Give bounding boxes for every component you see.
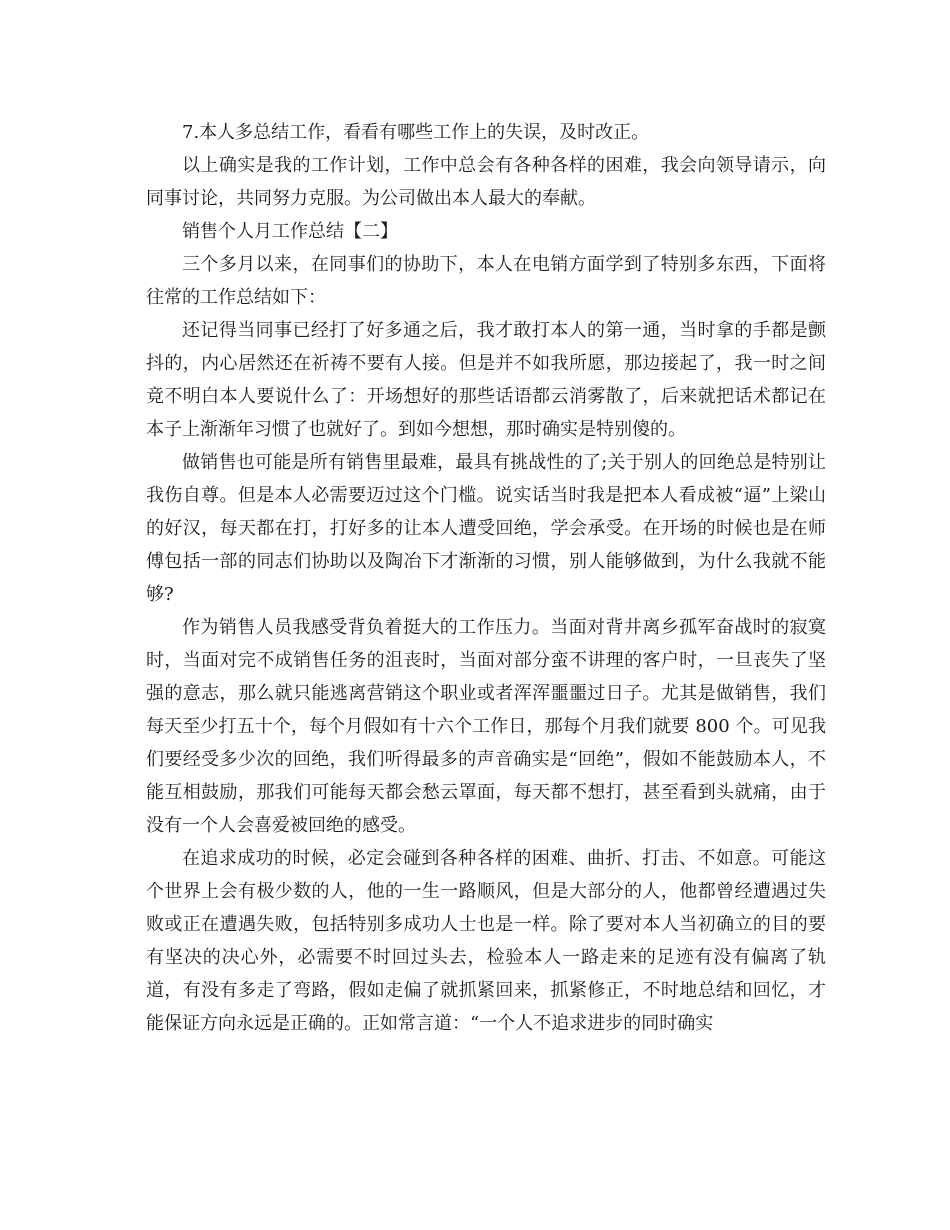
paragraph-intro: 三个多月以来，在同事们的协助下，本人在电销方面学到了特别多东西，下面将往常的工作总结如下： xyxy=(146,254,826,308)
document-body xyxy=(146,116,826,1040)
section-heading: 销售个人月工作总结【二】 xyxy=(182,221,398,242)
paragraph-pressure: 作为销售人员我感受背负着挺大的工作压力。当面对背井离乡孤军奋战时的寂寞时，当面对完不成销售任务的沮丧时，当面对部分蛮不讲理的客户时，一旦丧失了坚强的意志，那么就只能逃离营销这个职业或者浑浑噩噩过日子。尤其是做销售，我们每天至少打五十个，每个月假如有十六个工作日，那每个月我们就要 800 个。可见我们要经受多少次的回绝，我们听得最多的声音确实是“回绝”，假如不能鼓励本人，不能互相鼓励，那我们可能每天都会愁云罩面，每天都不想打，甚至看到头就痛，由于没有一个人会喜爱被回绝的感受。 xyxy=(146,617,826,836)
paragraph-work-plan-conclusion: 以上确实是我的工作计划，工作中总会有各种各样的困难，我会向领导请示，向同事讨论，共同努力克服。为公司做出本人最大的奉献。 xyxy=(146,155,826,209)
paragraph-item-7: 7.本人多总结工作，看看有哪些工作上的失误，及时改正。 xyxy=(182,122,650,143)
paragraph-success: 在追求成功的时候，必定会碰到各种各样的困难、曲折、打击、不如意。可能这个世界上会有极少数的人，他的一生一路顺风，但是大部分的人，他都曾经遭遇过失败或正在遭遇失败，包括特别多成功人士也是一样。除了要对本人当初确立的目的要有坚决的决心外，必需要不时回过头去，检验本人一路走来的足迹有没有偏离了轨道，有没有多走了弯路，假如走偏了就抓紧回来，抓紧修正，不时地总结和回忆，才能保证方向永远是正确的。正如常言道：“一个人不追求进步的同时确实 xyxy=(146,848,826,1034)
paragraph-first-call: 还记得当同事已经打了好多通之后，我才敢打本人的第一通，当时拿的手都是颤抖的，内心居然还在祈祷不要有人接。但是并不如我所愿，那边接起了，我一时之间竟不明白本人要说什么了：开场想好的那些话语都云消雾散了，后来就把话术都记在本子上渐渐年习惯了也就好了。到如今想想，那时确实是特别傻的。 xyxy=(146,320,826,440)
paragraph-challenge: 做销售也可能是所有销售里最难，最具有挑战性的了;关于别人的回绝总是特别让我伤自尊。但是本人必需要迈过这个门槛。说实话当时我是把本人看成被“逼”上梁山的好汉，每天都在打，打好多的让本人遭受回绝，学会承受。在开场的时候也是在师傅包括一部的同志们协助以及陶冶下才渐渐的习惯，别人能够做到，为什么我就不能够? xyxy=(146,452,826,605)
